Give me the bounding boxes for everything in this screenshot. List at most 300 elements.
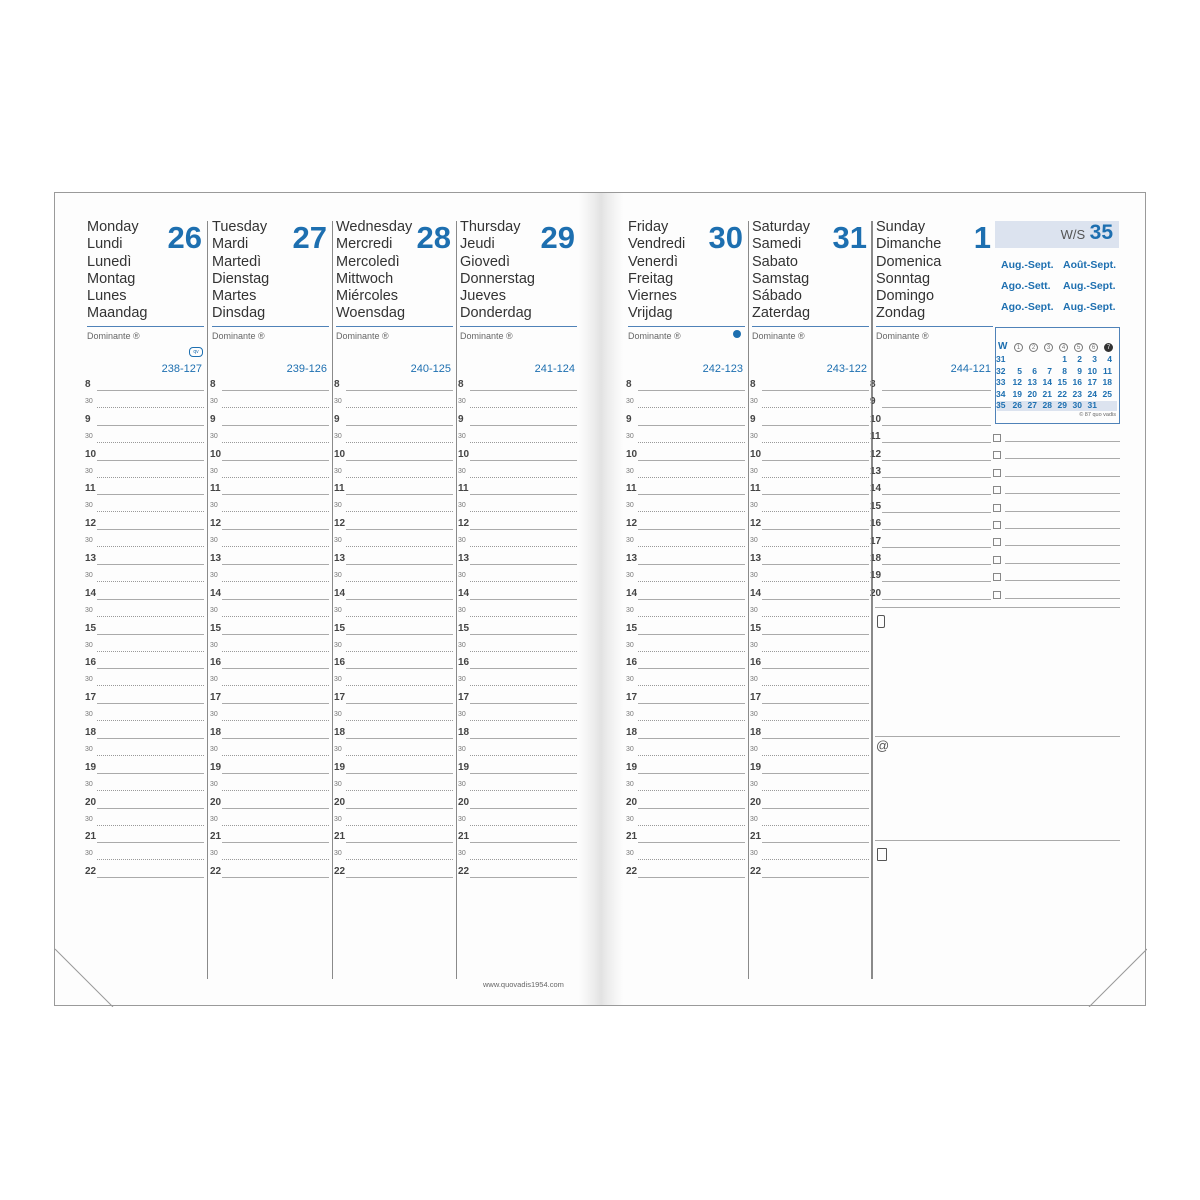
hour-line: [638, 599, 745, 600]
day-name-label: Sabato: [752, 253, 798, 270]
half-hour-line: [638, 407, 745, 408]
day-name-label: Saturday: [752, 219, 811, 235]
hour-line: [470, 668, 577, 669]
hour-line: [882, 390, 991, 391]
half-hour-label: 30: [85, 537, 93, 545]
hour-line: [882, 494, 991, 495]
half-hour-label: 30: [210, 850, 218, 858]
day-name-label: Miércoles: [336, 288, 399, 305]
half-hour-label: 30: [210, 432, 218, 440]
half-hour-line: [97, 546, 204, 547]
task-checkbox[interactable]: [993, 538, 1001, 546]
half-hour-label: 30: [210, 606, 218, 614]
half-hour-label: 30: [750, 746, 758, 753]
hour-line: [762, 808, 869, 809]
dominante-label: Dominante ®: [628, 331, 681, 341]
month-label: Ago.-Sept.: [1001, 301, 1054, 313]
day-number: 1: [973, 220, 991, 255]
mini-calendar-week: 34: [996, 388, 1006, 399]
task-line: [1005, 476, 1120, 477]
half-hour-label: 30: [85, 502, 93, 510]
hour-line: [346, 738, 453, 739]
task-checkbox[interactable]: [993, 521, 1001, 529]
half-hour-line: [346, 442, 453, 443]
half-hour-label: 30: [750, 537, 758, 545]
hour-line: [470, 877, 577, 878]
day-name-label: Domenica: [876, 253, 942, 270]
mini-calendar-day: 31: [1087, 400, 1097, 410]
day-name-label: Sunday: [876, 219, 926, 235]
day-name-label: Lundi: [87, 236, 123, 253]
hour-line: [346, 390, 453, 391]
hour-line: [638, 494, 745, 495]
half-hour-line: [638, 685, 745, 686]
day-of-year: 239-126: [286, 363, 327, 375]
half-hour-line: [762, 825, 869, 826]
hour-line: [97, 808, 204, 809]
hour-label: 17: [626, 692, 638, 704]
task-checkbox[interactable]: [993, 451, 1001, 459]
hour-label: 20: [626, 796, 638, 808]
half-hour-line: [470, 442, 577, 443]
half-hour-label: 30: [750, 641, 758, 649]
hour-line: [762, 668, 869, 669]
hour-label: 10: [626, 448, 638, 460]
note-icon: [877, 848, 887, 861]
day-column: [210, 193, 335, 1007]
hour-line: [222, 738, 329, 739]
day-name-label: Sábado: [752, 288, 802, 305]
hour-line: [222, 460, 329, 461]
hour-label: 10: [870, 413, 882, 425]
hour-label: 18: [334, 727, 346, 738]
hour-line: [638, 808, 745, 809]
task-line: [1005, 580, 1120, 581]
hour-line: [762, 460, 869, 461]
half-hour-line: [762, 755, 869, 756]
hour-line: [222, 808, 329, 809]
hour-line: [97, 460, 204, 461]
half-hour-label: 30: [626, 572, 634, 579]
half-hour-line: [97, 477, 204, 478]
hour-line: [346, 460, 453, 461]
hour-label: 18: [210, 727, 222, 738]
half-hour-line: [97, 825, 204, 826]
task-line: [1005, 458, 1120, 459]
half-hour-label: 30: [750, 676, 758, 684]
day-name-label: Mardi: [212, 236, 249, 253]
hour-label: 18: [870, 553, 882, 564]
quovadis-logo-icon: qv: [189, 347, 203, 357]
hour-line: [762, 564, 869, 565]
mini-calendar-week: 35: [996, 400, 1006, 410]
hour-line: [882, 477, 991, 478]
weekday-marker: 7: [1104, 343, 1113, 352]
hour-line: [222, 564, 329, 565]
half-hour-line: [346, 790, 453, 791]
hour-line: [882, 599, 991, 600]
day-name-label: Donnerstag: [460, 270, 535, 287]
hour-line: [882, 512, 991, 513]
hour-line: [346, 634, 453, 635]
hour-label: 17: [750, 692, 762, 704]
hour-line: [638, 877, 745, 878]
month-label: Aug.-Sept.: [1063, 280, 1116, 292]
hour-line: [222, 494, 329, 495]
half-hour-line: [222, 685, 329, 686]
half-hour-label: 30: [626, 780, 634, 788]
half-hour-label: 30: [334, 432, 342, 440]
hour-line: [882, 529, 991, 530]
hour-line: [222, 842, 329, 843]
hour-label: 13: [210, 553, 222, 564]
hour-label: 16: [870, 518, 882, 530]
half-hour-label: 30: [334, 606, 342, 614]
day-name-label: Jueves: [460, 288, 506, 305]
half-hour-line: [470, 407, 577, 408]
hour-label: 12: [750, 518, 762, 530]
half-hour-line: [638, 720, 745, 721]
day-name-label: Friday: [628, 219, 669, 235]
hour-label: 21: [626, 831, 638, 843]
day-header-rule: [212, 326, 329, 327]
half-hour-label: 30: [626, 606, 634, 614]
hour-label: 20: [210, 796, 222, 808]
day-name-label: Mercoledì: [336, 253, 400, 270]
day-name-label: Giovedì: [460, 253, 510, 270]
half-hour-line: [762, 790, 869, 791]
day-header-rule: [336, 326, 453, 327]
half-hour-line: [638, 755, 745, 756]
hour-line: [762, 494, 869, 495]
task-checkbox[interactable]: [993, 504, 1001, 512]
hour-label: 17: [334, 692, 346, 704]
day-name-label: Viernes: [628, 288, 677, 305]
day-header-rule: [628, 326, 745, 327]
hour-line: [470, 390, 577, 391]
column-divider: [748, 221, 749, 979]
hour-line: [222, 599, 329, 600]
mini-calendar-day: 14: [1042, 377, 1052, 387]
day-number: 30: [708, 220, 743, 255]
dominante-label: Dominante ®: [336, 331, 389, 341]
day-name-label: Lunes: [87, 288, 127, 305]
half-hour-label: 30: [626, 641, 634, 649]
half-hour-label: 30: [85, 711, 93, 719]
mini-calendar-day: 3: [1092, 354, 1097, 364]
day-name-label: Samstag: [752, 270, 810, 287]
hour-label: 17: [458, 692, 470, 704]
hour-label: 22: [458, 866, 470, 878]
day-name-label: Thursday: [460, 219, 521, 235]
hour-label: 16: [85, 657, 97, 669]
half-hour-label: 30: [750, 432, 758, 440]
mini-calendar-day: 29: [1057, 400, 1067, 410]
hour-line: [97, 877, 204, 878]
month-label: Aug.-Sept.: [1001, 259, 1054, 271]
task-line: [1005, 563, 1120, 564]
half-hour-line: [97, 651, 204, 652]
half-hour-line: [762, 442, 869, 443]
hour-line: [346, 773, 453, 774]
half-hour-label: 30: [210, 398, 218, 405]
half-hour-line: [346, 720, 453, 721]
at-sign-icon: @: [876, 738, 890, 753]
dominante-label: Dominante ®: [87, 331, 140, 341]
hour-label: 12: [85, 518, 97, 530]
day-name-label: Martes: [212, 288, 257, 305]
hour-line: [346, 842, 453, 843]
mini-calendar-day: 30: [1072, 400, 1082, 410]
task-checkbox[interactable]: [993, 469, 1001, 477]
half-hour-label: 30: [626, 815, 634, 823]
hour-line: [470, 564, 577, 565]
hour-label: 16: [458, 657, 470, 669]
hour-line: [638, 703, 745, 704]
hour-label: 13: [626, 553, 638, 564]
task-checkbox[interactable]: [993, 591, 1001, 599]
half-hour-line: [222, 651, 329, 652]
half-hour-label: 30: [210, 676, 218, 684]
half-hour-line: [762, 685, 869, 686]
hour-label: 19: [870, 570, 882, 582]
half-hour-label: 30: [334, 850, 342, 858]
half-hour-label: 30: [458, 746, 466, 753]
day-name-label: Mittwoch: [336, 270, 394, 287]
half-hour-line: [762, 581, 869, 582]
half-hour-label: 30: [334, 572, 342, 579]
mini-calendar-day: 18: [1102, 377, 1112, 387]
hour-label: 14: [334, 587, 346, 599]
hour-line: [762, 390, 869, 391]
half-hour-line: [222, 477, 329, 478]
half-hour-line: [346, 581, 453, 582]
hour-line: [638, 425, 745, 426]
half-hour-label: 30: [626, 537, 634, 545]
hour-label: 14: [85, 587, 97, 599]
hour-label: 21: [210, 831, 222, 843]
half-hour-label: 30: [85, 467, 93, 475]
mini-calendar-day: 10: [1087, 365, 1097, 376]
hour-label: 9: [334, 413, 340, 425]
half-hour-label: 30: [210, 746, 218, 753]
half-hour-line: [97, 581, 204, 582]
task-checkbox[interactable]: [993, 434, 1001, 442]
hour-line: [638, 460, 745, 461]
hour-label: 15: [334, 622, 346, 634]
half-hour-label: 30: [750, 850, 758, 858]
day-name-label: Zondag: [876, 305, 926, 322]
half-hour-label: 30: [458, 502, 466, 510]
hour-line: [97, 599, 204, 600]
half-hour-line: [346, 859, 453, 860]
hour-label: 10: [334, 448, 346, 460]
hour-label: 14: [750, 587, 762, 599]
half-hour-label: 30: [458, 537, 466, 545]
hour-line: [470, 773, 577, 774]
hour-line: [638, 738, 745, 739]
hour-label: 16: [210, 657, 222, 669]
website-url: www.quovadis1954.com: [483, 980, 564, 989]
hour-label: 17: [85, 692, 97, 704]
task-checkbox[interactable]: [993, 556, 1001, 564]
notes-divider: [875, 607, 1120, 608]
mini-calendar-day: 22: [1057, 388, 1067, 399]
task-line: [1005, 493, 1120, 494]
hour-line: [470, 634, 577, 635]
half-hour-line: [470, 720, 577, 721]
hour-line: [97, 773, 204, 774]
hour-line: [470, 460, 577, 461]
hour-label: 13: [458, 553, 470, 564]
half-hour-label: 30: [334, 780, 342, 788]
half-hour-label: 30: [458, 815, 466, 823]
half-hour-label: 30: [458, 606, 466, 614]
hour-label: 9: [750, 413, 756, 425]
week-number: 35: [1089, 221, 1113, 244]
half-hour-label: 30: [626, 502, 634, 510]
mini-calendar-day: 11: [1103, 365, 1112, 376]
half-hour-label: 30: [85, 676, 93, 684]
hour-label: 9: [458, 413, 464, 425]
mini-calendar-day: 1: [1062, 354, 1067, 364]
half-hour-line: [346, 651, 453, 652]
day-column: [85, 193, 210, 1007]
mini-calendar-week: 33: [996, 377, 1006, 387]
column-divider: [332, 221, 333, 979]
half-hour-line: [470, 477, 577, 478]
weekday-marker: 6: [1089, 343, 1098, 352]
day-of-year: 238-127: [161, 363, 202, 375]
hour-label: 15: [626, 622, 638, 634]
hour-line: [222, 668, 329, 669]
half-hour-line: [762, 859, 869, 860]
day-names: [752, 219, 810, 323]
mini-calendar-day: 26: [1012, 400, 1022, 410]
hour-line: [762, 877, 869, 878]
hour-label: 14: [458, 587, 470, 599]
mini-calendar-week: 31: [996, 354, 1006, 364]
day-of-year: 240-125: [410, 363, 451, 375]
hour-label: 8: [85, 379, 91, 390]
day-name-label: Wednesday: [336, 219, 413, 235]
day-column: [870, 193, 999, 1007]
hour-label: 16: [750, 657, 762, 669]
hour-line: [97, 842, 204, 843]
task-checkbox[interactable]: [993, 486, 1001, 494]
mini-calendar-day: 20: [1027, 388, 1037, 399]
right-corner-flap: [1085, 945, 1147, 1007]
hour-line: [882, 442, 991, 443]
mini-calendar-day: 8: [1062, 365, 1067, 376]
hour-label: 8: [458, 379, 464, 390]
mini-calendar-day: 16: [1072, 377, 1082, 387]
day-name-label: Dimanche: [876, 236, 942, 253]
hour-line: [638, 773, 745, 774]
hour-line: [470, 494, 577, 495]
half-hour-label: 30: [210, 815, 218, 823]
hour-line: [346, 494, 453, 495]
hour-label: 14: [210, 587, 222, 599]
hour-line: [882, 460, 991, 461]
hour-line: [346, 564, 453, 565]
day-names: [87, 219, 147, 323]
hour-line: [346, 599, 453, 600]
hour-line: [222, 390, 329, 391]
notes-divider: [875, 840, 1120, 841]
half-hour-label: 30: [210, 711, 218, 719]
half-hour-line: [346, 755, 453, 756]
task-checkbox[interactable]: [993, 573, 1001, 581]
hour-label: 9: [210, 413, 216, 425]
column-divider: [207, 221, 208, 979]
hour-label: 17: [870, 535, 882, 547]
half-hour-label: 30: [626, 467, 634, 475]
hour-label: 22: [750, 866, 762, 878]
day-name-label: Vrijdag: [628, 305, 673, 322]
hour-line: [762, 842, 869, 843]
half-hour-label: 30: [210, 537, 218, 545]
half-hour-label: 30: [626, 676, 634, 684]
hour-line: [882, 564, 991, 565]
day-names: [212, 219, 269, 323]
hour-label: 18: [458, 727, 470, 738]
hour-label: 19: [85, 761, 97, 773]
day-column: [626, 193, 751, 1007]
mini-calendar-day: 13: [1027, 377, 1037, 387]
hour-line: [882, 407, 991, 408]
day-name-label: Domingo: [876, 288, 935, 305]
day-header-rule: [460, 326, 577, 327]
day-column: [750, 193, 875, 1007]
hour-line: [346, 668, 453, 669]
hour-label: 18: [750, 727, 762, 738]
half-hour-line: [470, 685, 577, 686]
hour-label: 11: [626, 483, 637, 495]
half-hour-line: [638, 442, 745, 443]
day-column: [458, 193, 583, 1007]
day-name-label: Montag: [87, 270, 136, 287]
hour-label: 8: [626, 379, 632, 390]
half-hour-label: 30: [85, 432, 93, 440]
hour-line: [762, 703, 869, 704]
hour-line: [97, 564, 204, 565]
half-hour-label: 30: [334, 398, 342, 405]
hour-line: [97, 529, 204, 530]
half-hour-line: [346, 616, 453, 617]
phone-icon: [877, 615, 885, 628]
hour-label: 19: [626, 761, 638, 773]
hour-label: 19: [750, 761, 762, 773]
hour-label: 21: [750, 831, 762, 843]
day-name-label: Dinsdag: [212, 305, 266, 322]
hour-label: 8: [334, 379, 340, 390]
mini-calendar-day: 23: [1072, 388, 1082, 399]
hour-line: [762, 634, 869, 635]
half-hour-line: [470, 616, 577, 617]
hour-line: [470, 599, 577, 600]
dominante-label: Dominante ®: [876, 331, 929, 341]
half-hour-label: 30: [750, 398, 758, 405]
hour-line: [97, 425, 204, 426]
task-line: [1005, 441, 1120, 442]
day-number: 29: [540, 220, 575, 255]
hour-line: [97, 738, 204, 739]
half-hour-label: 30: [458, 711, 466, 719]
hour-line: [882, 425, 991, 426]
hour-label: 20: [85, 796, 97, 808]
hour-line: [97, 703, 204, 704]
